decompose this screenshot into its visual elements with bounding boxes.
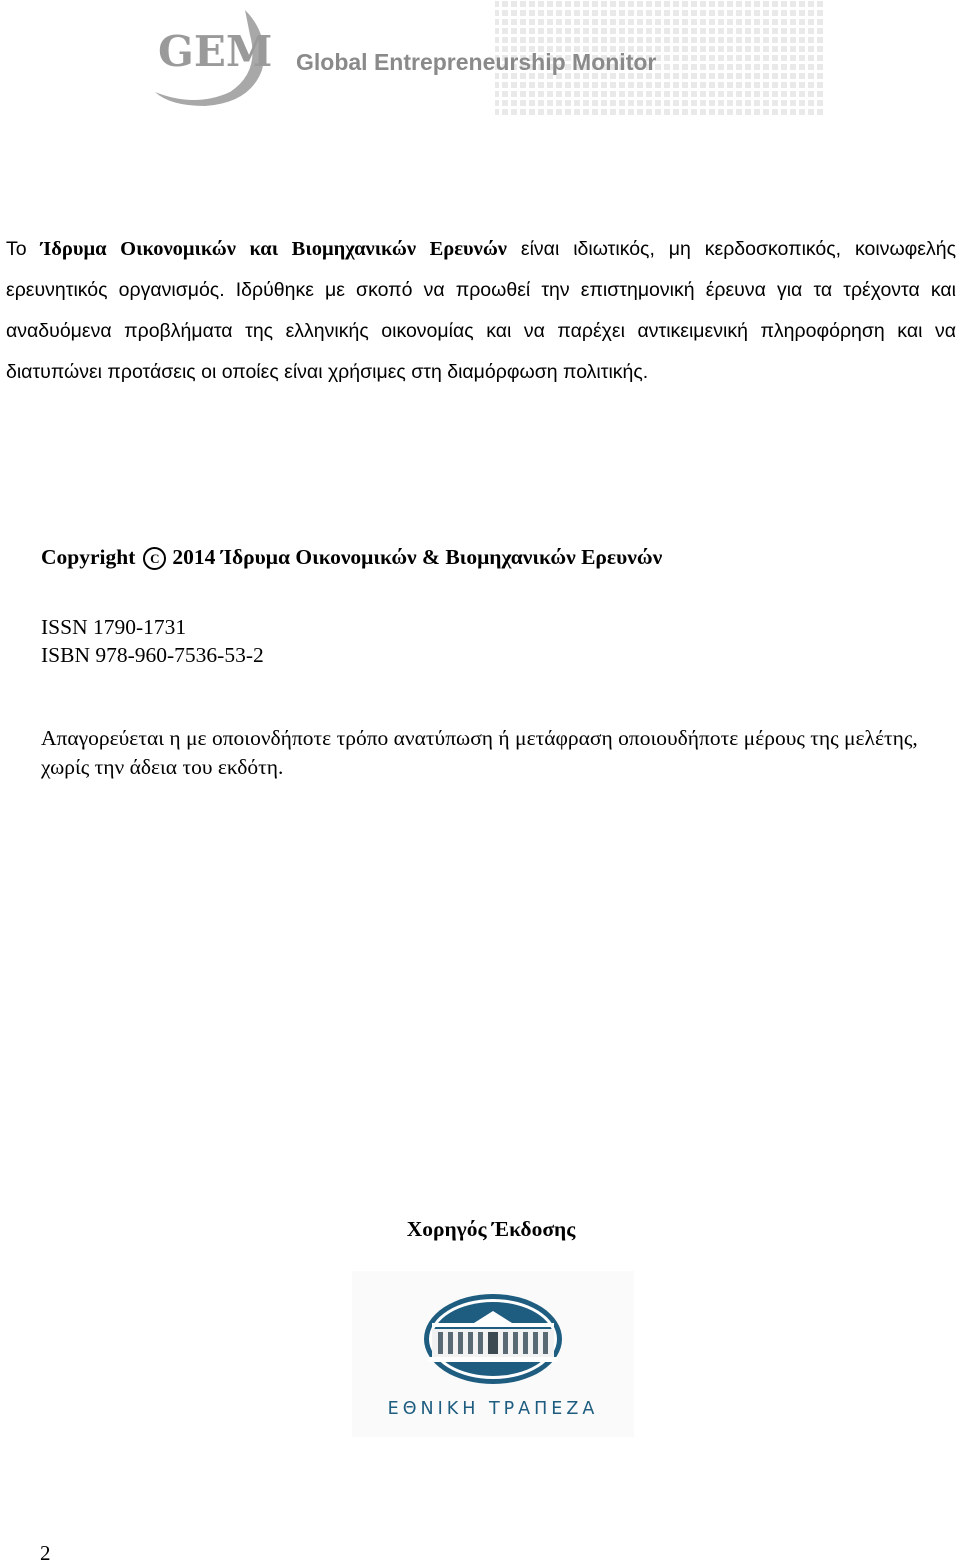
gem-logo bbox=[150, 0, 830, 125]
issn-line: ISSN 1790-1731 bbox=[41, 615, 187, 639]
intro-text: είναι ιδιωτικός, μη κερδοσκοπικός, κοινωφελής ερευνητικός οργανισμός. Ιδρύθηκε με σκοπό να προωθεί την επιστημονική έρευνα για τα τρέχοντα και αναδυόμενα προβλήματα της ελληνικής οικονομίας και να παρέχει αντικειμενική πληροφόρηση και να διατυπώνει προτάσεις οι οποίες είναι χρήσιμες στη διαμόρφωση πολιτικής. bbox=[6, 238, 956, 383]
isbn-line: ISBN 978-960-7536-53-2 bbox=[41, 643, 264, 667]
copyright-line bbox=[41, 545, 662, 570]
copyright-icon: C bbox=[143, 547, 166, 570]
national-bank-logo bbox=[352, 1271, 634, 1437]
intro-org-name: Ίδρυμα Οικονομικών και Βιομηχανικών Ερευνών bbox=[40, 238, 507, 260]
intro-lead: Το bbox=[6, 238, 27, 260]
copyright-label: Copyright bbox=[41, 545, 136, 569]
bank-name: ΕΘΝΙΚΗ ΤΡΑΠΕΖΑ bbox=[387, 1399, 599, 1419]
gem-mark: GEM bbox=[158, 27, 273, 76]
intro-paragraph bbox=[6, 229, 956, 393]
sponsor-title: Χορηγός Έκδοσης bbox=[406, 1217, 576, 1241]
page-number: 2 bbox=[40, 1541, 51, 1565]
identifiers-block bbox=[41, 613, 264, 669]
copyright-text: 2014 Ίδρυμα Οικονομικών & Βιομηχανικών Ερευνών bbox=[172, 545, 663, 569]
gem-full-name: Global Entrepreneurship Monitor bbox=[296, 49, 657, 75]
reproduction-notice: Απαγορεύεται η με οποιονδήποτε τρόπο ανατύπωση ή μετάφραση οποιουδήποτε μέρους της μελέτης, χωρίς την άδεια του εκδότη. bbox=[41, 726, 918, 779]
